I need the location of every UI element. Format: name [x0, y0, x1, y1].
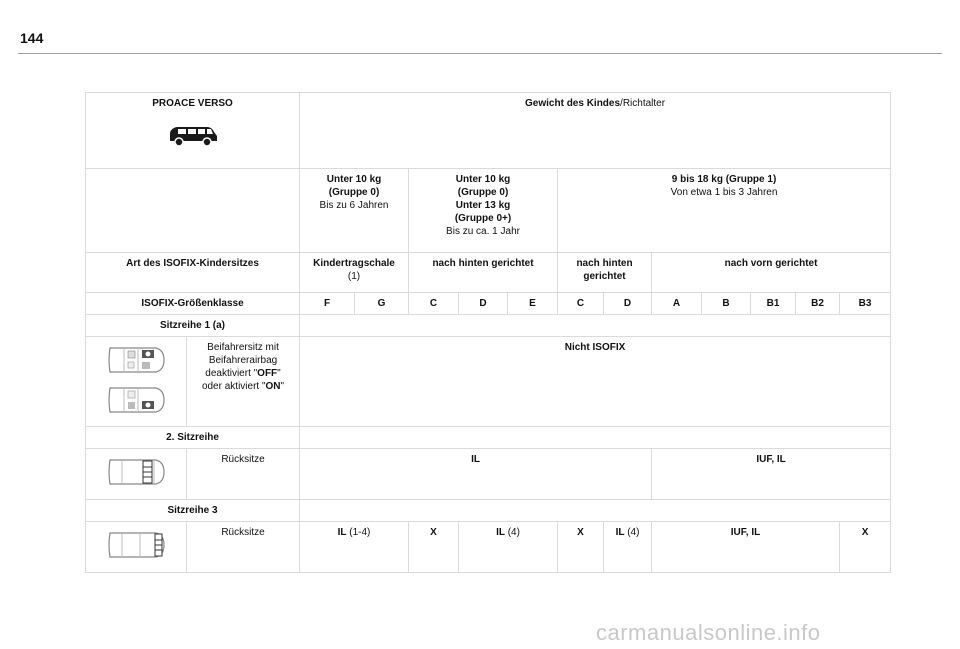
row2-label: 2. Sitzreihe [86, 427, 300, 449]
carrycot-label: Kindertragschale [313, 258, 395, 269]
row3-cell-value: X [577, 527, 584, 538]
weight-group-0 [300, 169, 409, 253]
row3-cell [652, 522, 840, 573]
size-class-cell: E [508, 293, 558, 315]
row2-diagram-cell [86, 449, 187, 500]
weight-group-line: (Gruppe 0) [457, 187, 509, 198]
weight-group-age: Von etwa 1 bis 3 Jahren [670, 187, 778, 198]
weight-group-line: Unter 10 kg [326, 174, 382, 185]
carrycot-note: (1) [347, 271, 361, 282]
empty-cell [86, 169, 300, 253]
seat-type-label: Art des ISOFIX-Kindersitzes [86, 253, 300, 293]
size-class-cell: B [702, 293, 751, 315]
weight-group-line: Unter 10 kg [455, 174, 511, 185]
seat-desc-line: Beifahrerairbag [208, 355, 278, 366]
weight-group-line: 9 bis 18 kg (Gruppe 1) [671, 174, 777, 185]
row2-rear-value: IL [300, 449, 652, 500]
row3-label: Sitzreihe 3 [86, 500, 300, 522]
table-header-row [86, 93, 891, 169]
size-class-cell: B1 [751, 293, 796, 315]
seat-type-row [86, 253, 891, 293]
row3-cell [604, 522, 652, 573]
row3-seat: Rücksitze [187, 522, 300, 573]
weight-group-1 [409, 169, 558, 253]
second-row-seat-diagram-icon [104, 454, 168, 490]
third-row-seat-diagram-icon [104, 527, 168, 563]
row3-cell-note: (1-4) [346, 527, 371, 538]
row3-cell-value: IL [615, 527, 625, 538]
row3-cell-note: (4) [504, 527, 520, 538]
model-name: PROACE VERSO [152, 98, 233, 109]
size-class-cell: C [409, 293, 459, 315]
van-silhouette-icon [167, 124, 219, 148]
airbag-on-label: ON [265, 381, 281, 392]
row3-diagram-cell [86, 522, 187, 573]
row1-label: Sitzreihe 1 (a) [86, 315, 300, 337]
size-class-cell: A [652, 293, 702, 315]
row3-header [86, 500, 891, 522]
row3-cell [459, 522, 558, 573]
size-class-cell: B3 [840, 293, 891, 315]
seat-desc-line [190, 380, 296, 393]
row3-cell-note: (4) [624, 527, 640, 538]
row3-cell [409, 522, 459, 573]
row3-body [86, 522, 891, 573]
row3-cell-value: IL [337, 527, 347, 538]
header-divider [18, 53, 942, 54]
seat-desc-line: Beifahrersitz mit [207, 342, 279, 353]
row1-diagram-cell [86, 337, 187, 427]
row2-header [86, 427, 891, 449]
weight-title-cell [300, 93, 891, 169]
size-class-cell: D [459, 293, 508, 315]
row1-seat-description [187, 337, 300, 427]
row3-cell [558, 522, 604, 573]
weight-title-suffix: /Richtalter [620, 98, 666, 109]
size-class-cell: B2 [796, 293, 840, 315]
seat-desc-text: " [277, 368, 281, 379]
row2-body [86, 449, 891, 500]
row3-cell-value: X [430, 527, 437, 538]
size-class-label: ISOFIX-Größenklasse [86, 293, 300, 315]
seat-desc-text: oder aktiviert " [201, 381, 266, 392]
size-class-row [86, 293, 891, 315]
forward-facing-label: nach vorn gerichtet [652, 253, 891, 293]
size-class-cell: C [558, 293, 604, 315]
seat-desc-text: " [280, 381, 285, 392]
row3-cell [840, 522, 891, 573]
model-cell [86, 93, 300, 169]
airbag-off-label: OFF [257, 368, 278, 379]
front-passenger-seat-on-diagram-icon [104, 382, 168, 418]
front-passenger-seat-off-diagram-icon [104, 342, 168, 378]
weight-group-age: Bis zu ca. 1 Jahr [446, 226, 520, 237]
watermark: carmanualsonline.info [596, 620, 821, 645]
empty-cell [300, 315, 891, 337]
row3-cell-value: IL [496, 527, 505, 538]
row3-cell [300, 522, 409, 573]
seat-desc-text: deaktiviert " [205, 368, 258, 379]
empty-cell [300, 427, 891, 449]
rear-facing-label-1: nach hinten gerichtet [409, 253, 558, 293]
size-class-cell: G [355, 293, 409, 315]
weight-title: Gewicht des Kindes [525, 98, 621, 109]
row1-header [86, 315, 891, 337]
page-number: 144 [20, 30, 44, 46]
rear-facing-label-2: nach hinten gerichtet [558, 253, 652, 293]
weight-group-2 [558, 169, 891, 253]
row3-cell-value: IUF, IL [730, 527, 761, 538]
carrycot-cell [300, 253, 409, 293]
seat-desc-line [190, 367, 296, 380]
isofix-table [85, 92, 891, 573]
empty-cell [300, 500, 891, 522]
weight-group-line: Unter 13 kg [455, 200, 511, 211]
row1-value: Nicht ISOFIX [300, 337, 891, 427]
weight-group-line: (Gruppe 0) [328, 187, 380, 198]
row3-cell-value: X [861, 527, 869, 538]
weight-groups-row [86, 169, 891, 253]
size-class-cell: F [300, 293, 355, 315]
weight-group-line: (Gruppe 0+) [454, 213, 512, 224]
row2-forward-value: IUF, IL [652, 449, 891, 500]
size-class-cell: D [604, 293, 652, 315]
weight-group-age: Bis zu 6 Jahren [319, 200, 389, 211]
row1-body [86, 337, 891, 427]
row2-seat: Rücksitze [187, 449, 300, 500]
